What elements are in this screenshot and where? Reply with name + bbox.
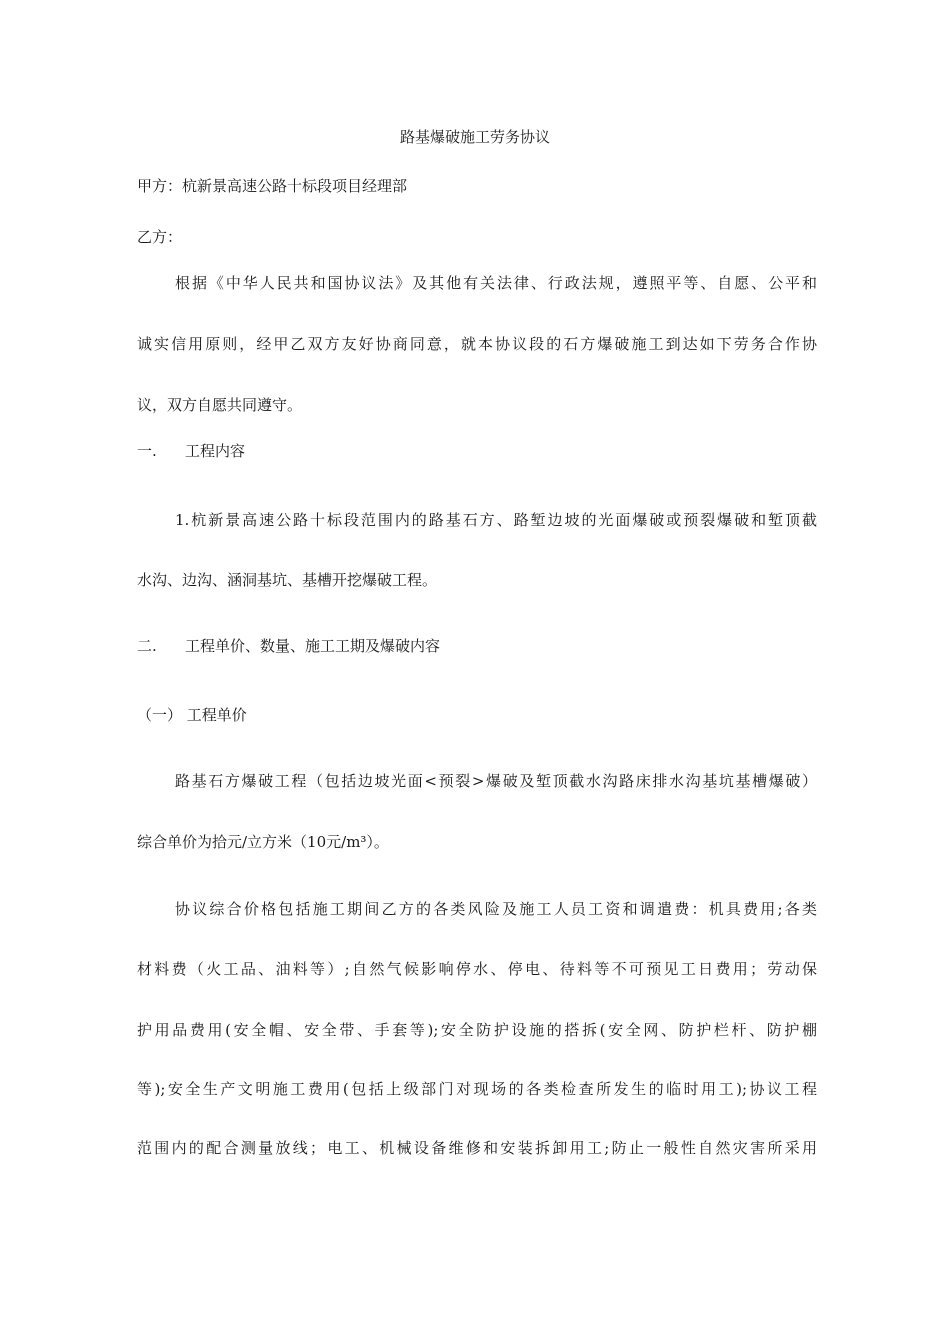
section-1-item-line-2: 水沟、边沟、涵洞基坑、基槽开挖爆破工程。 [137,571,438,589]
subsection-unit-price: （一） 工程单价 [137,706,247,724]
scope-line-3: 护用品费用(安全帽、安全带、手套等);安全防护设施的搭拆(安全网、防护栏杆、防护棚 [137,1021,817,1039]
intro-line-2: 诚实信用原则，经甲乙双方友好协商同意，就本协议段的石方爆破施工到达如下劳务合作协 [137,335,817,353]
party-b-line: 乙方： [137,228,183,246]
section-1-item-line-1: 1.杭新景高速公路十标段范围内的路基石方、路堑边坡的光面爆破或预裂爆破和堑顶截 [175,511,817,529]
scope-line-2: 材料费（火工品、油料等）;自然气候影响停水、停电、待料等不可预见工日费用；劳动保 [137,960,817,978]
section-2-number: 二. [137,637,157,655]
price-line-2: 综合单价为拾元/立方米（10元/m³）。 [137,833,389,851]
party-a-line: 甲方：杭新景高速公路十标段项目经理部 [137,177,408,195]
section-2-heading [137,636,817,656]
section-1-title: 工程内容 [185,442,246,460]
scope-line-4: 等);安全生产文明施工费用(包括上级部门对现场的各类检查所发生的临时用工);协议工程 [137,1080,817,1098]
intro-line-3: 议，双方自愿共同遵守。 [137,396,303,414]
scope-line-1: 协议综合价格包括施工期间乙方的各类风险及施工人员工资和调遣费：机具费用;各类 [175,900,817,918]
document-title: 路基爆破施工劳务协议 [399,128,550,146]
section-2-title: 工程单价、数量、施工工期及爆破内容 [185,637,441,655]
price-line-1: 路基石方爆破工程（包括边坡光面<预裂>爆破及堑顶截水沟路床排水沟基坑基槽爆破） [175,772,817,790]
section-1-number: 一. [137,442,157,460]
section-1-heading [137,441,817,461]
intro-line-1: 根据《中华人民共和国协议法》及其他有关法律、行政法规，遵照平等、自愿、公平和 [175,274,817,292]
scope-line-5: 范围内的配合测量放线；电工、机械设备维修和安装拆卸用工;防止一般性自然灾害所采用 [137,1139,817,1157]
